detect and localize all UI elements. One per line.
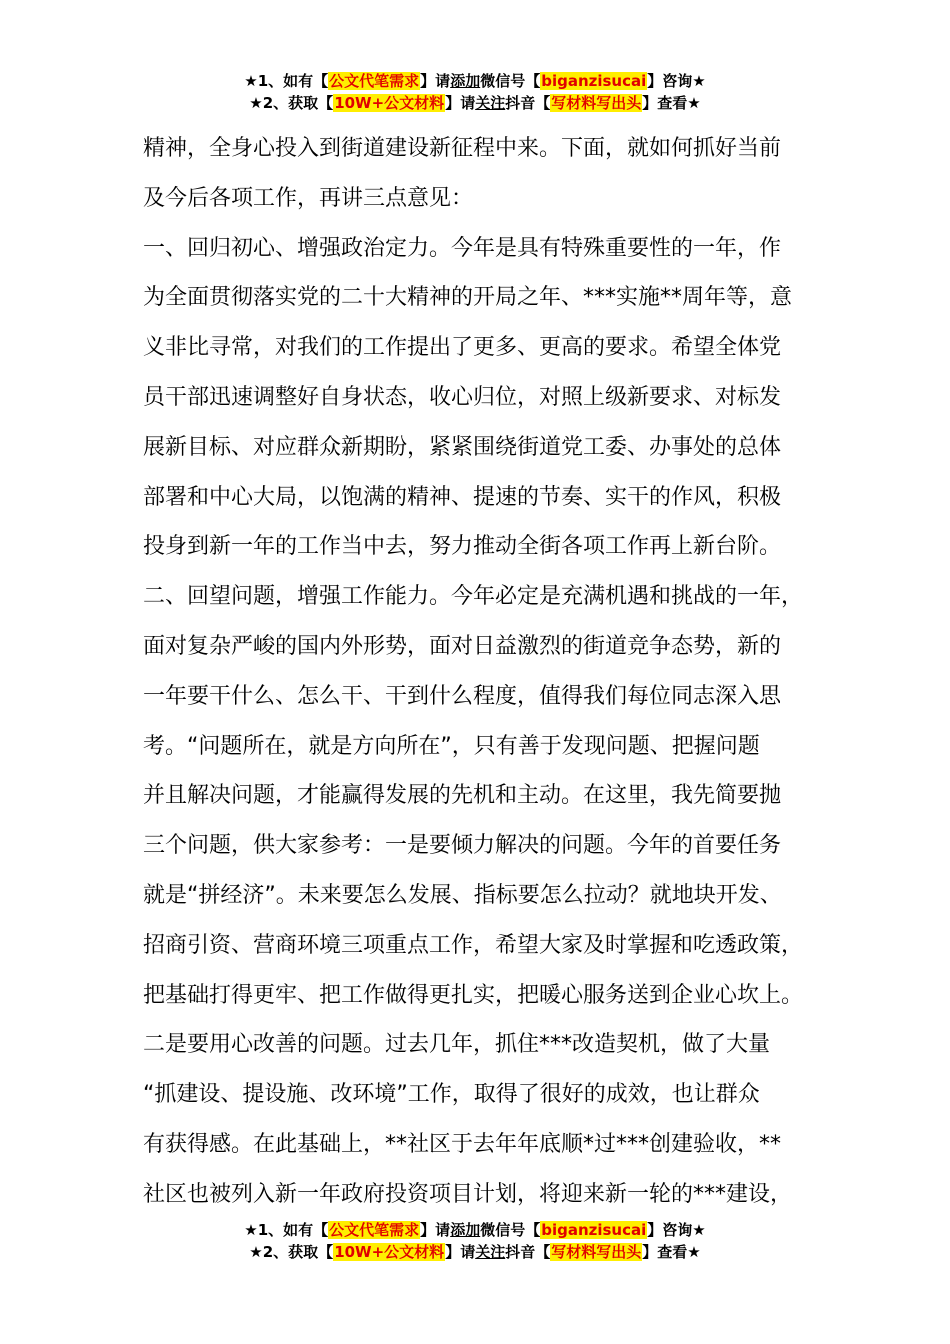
body-line: 把基础打得更牢、把工作做得更扎实，把暖心服务送到企业心坎上。 [143,982,804,1008]
body-line: 一、回归初心、增强政治定力。今年是具有特殊重要性的一年，作 [143,235,782,261]
body-line: 投身到新一年的工作当中去，努力推动全街各项工作再上新台阶。 [143,534,782,560]
header-banner [0,70,950,114]
body-line: 为全面贯彻落实党的二十大精神的开局之年、***实施**周年等，意 [143,285,793,311]
banner-line-1: ★1、如有【公文代笔需求】请添加微信号【biganzisucai】咨询★ [244,72,706,90]
body-line: 就是“拼经济”。未来要怎么发展、指标要怎么拉动？就地块开发、 [143,882,782,908]
body-line: 二是要用心改善的问题。过去几年，抓住***改造契机，做了大量 [143,1032,771,1058]
footer-banner [0,1219,950,1263]
banner-line-2: ★2、获取【10W+公文材料】请关注抖音【写材料写出头】查看★ [249,1243,701,1261]
body-line: 考。“问题所在，就是方向所在”，只有善于发现问题、把握问题 [143,733,760,759]
body-line: “抓建设、提设施、改环境”工作，取得了很好的成效，也让群众 [143,1082,760,1108]
body-line: 员干部迅速调整好自身状态，收心归位，对照上级新要求、对标发 [143,384,782,410]
highlight-materials: 10W+公文材料 [334,1243,445,1261]
highlight-wechat-id: biganzisucai [541,72,647,90]
document-body [143,124,833,1220]
highlight-douyin-account: 写材料写出头 [551,1243,642,1261]
highlight-service: 公文代笔需求 [329,1221,420,1239]
body-line: 部署和中心大局，以饱满的精神、提速的节奏、实干的作风，积极 [143,484,782,510]
highlight-wechat-id: biganzisucai [541,1221,647,1239]
body-line: 一年要干什么、怎么干、干到什么程度，值得我们每位同志深入思 [143,683,782,709]
body-line: 二、回望问题，增强工作能力。今年必定是充满机遇和挑战的一年， [143,584,804,610]
body-line: 及今后各项工作，再讲三点意见： [143,185,474,211]
highlight-materials: 10W+公文材料 [334,94,445,112]
body-line: 有获得感。在此基础上，**社区于去年年底顺*过***创建验收，** [143,1131,782,1157]
body-line: 三个问题，供大家参考：一是要倾力解决的问题。今年的首要任务 [143,833,782,859]
body-line: 展新目标、对应群众新期盼，紧紧围绕街道党工委、办事处的总体 [143,434,782,460]
body-line: 精神，全身心投入到街道建设新征程中来。下面，就如何抓好当前 [143,136,782,161]
banner-line-2: ★2、获取【10W+公文材料】请关注抖音【写材料写出头】查看★ [249,94,701,112]
body-line: 招商引资、营商环境三项重点工作，希望大家及时掌握和吃透政策， [143,932,804,958]
body-line: 社区也被列入新一年政府投资项目计划，将迎来新一轮的***建设， [143,1181,793,1207]
highlight-service: 公文代笔需求 [329,72,420,90]
banner-line-1: ★1、如有【公文代笔需求】请添加微信号【biganzisucai】咨询★ [244,1221,706,1239]
highlight-douyin-account: 写材料写出头 [551,94,642,112]
body-line: 面对复杂严峻的国内外形势，面对日益激烈的街道竞争态势，新的 [143,633,782,659]
body-line: 并且解决问题，才能赢得发展的先机和主动。在这里，我先简要抛 [143,783,782,809]
body-line: 义非比寻常，对我们的工作提出了更多、更高的要求。希望全体党 [143,335,782,361]
